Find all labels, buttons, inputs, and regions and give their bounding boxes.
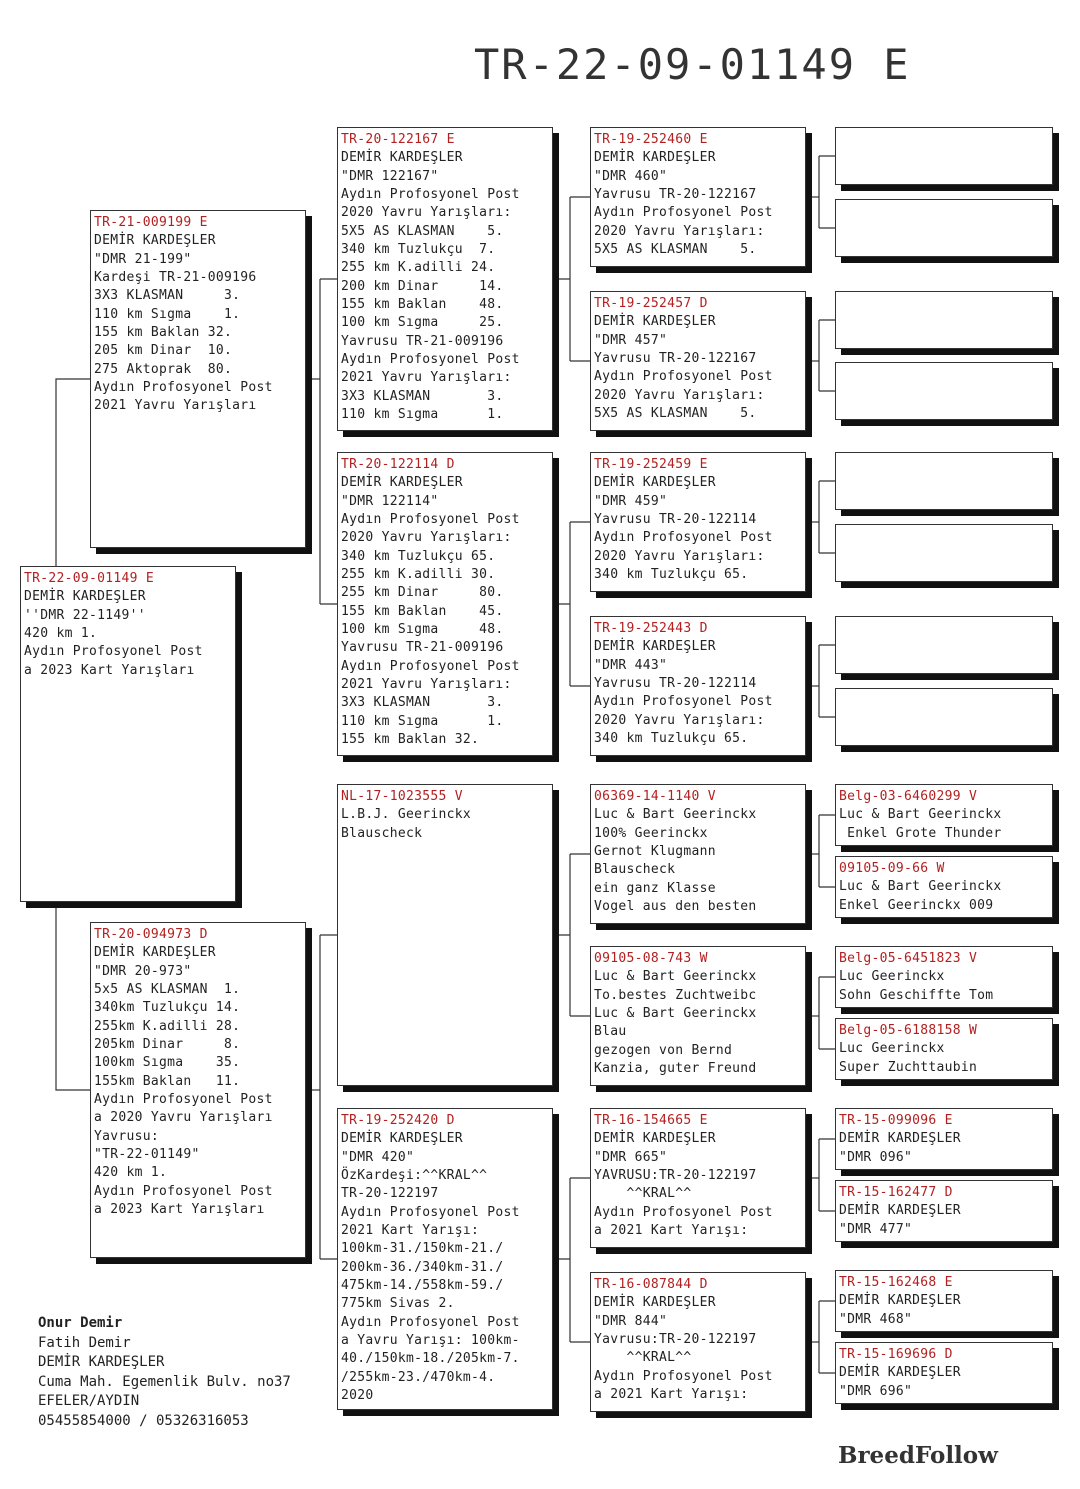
bird-info-line: 205km Dinar 8. xyxy=(94,1037,241,1053)
bird-info-line: Yavrusu:TR-20-122197 xyxy=(594,1332,757,1348)
bird-info-line: DEMİR KARDEŞLER xyxy=(839,1131,961,1147)
bird-info-line: Aydın Profosyonel Post xyxy=(341,1204,520,1220)
ring-number: TR-21-009199 E xyxy=(94,215,208,230)
pedigree-box-dds xyxy=(590,1108,806,1248)
bird-info-line: 40./150km-18./205km-7. xyxy=(341,1351,520,1367)
bird-info-line: Aydın Profosyonel Post xyxy=(341,352,520,368)
ring-number: NL-17-1023555 V xyxy=(341,789,463,804)
bird-info-line: Super Zuchttaubin xyxy=(839,1059,978,1075)
bird-info-line: ÖzKardeşi:^^KRAL^^ xyxy=(341,1168,488,1184)
bird-info-line: "DMR 443" xyxy=(594,657,668,673)
pedigree-box-g5-13 xyxy=(835,1108,1053,1170)
ring-number: TR-20-094973 D xyxy=(94,927,208,942)
pedigree-box-dsd xyxy=(590,946,806,1086)
connector-line xyxy=(570,197,590,361)
bird-info-line: 340 km Tuzlukçu 65. xyxy=(594,731,749,747)
bird-info-line: 3X3 KLASMAN 3. xyxy=(94,288,241,304)
bird-info-line: ein ganz Klasse xyxy=(594,880,716,896)
bird-info-line: a 2021 Kart Yarışı: xyxy=(594,1223,749,1239)
owner-info xyxy=(38,1314,291,1432)
ring-number: TR-15-169696 D xyxy=(839,1347,953,1362)
bird-info-line: /255km-23./470km-4. xyxy=(341,1369,496,1385)
bird-info-line: 2021 Kart Yarışı: xyxy=(341,1223,480,1239)
bird-info-line: 110 km Sıgma 1. xyxy=(94,306,241,322)
bird-info-line: Blauscheck xyxy=(594,862,676,878)
connector-line xyxy=(819,481,835,553)
bird-info-line: 200km-36./340km-31./ xyxy=(341,1259,504,1275)
pedigree-box-g5-4 xyxy=(835,362,1053,420)
connector-line xyxy=(320,279,337,604)
bird-info-line: Enkel Geerinckx 009 xyxy=(839,897,994,913)
bird-info-line: Aydın Profosyonel Post xyxy=(94,1092,273,1108)
pedigree-title: TR-22-09-01149 E xyxy=(474,40,911,89)
bird-info-line: "DMR 477" xyxy=(839,1221,913,1237)
pedigree-box-g5-9 xyxy=(835,784,1053,846)
owner-line: Onur Demir xyxy=(38,1315,123,1331)
pedigree-box-g5-5 xyxy=(835,452,1053,510)
bird-info-line: Yavrusu TR-20-122114 xyxy=(594,676,757,692)
ring-number: TR-19-252457 D xyxy=(594,296,708,311)
bird-info-line: 340 km Tuzlukçu 65. xyxy=(341,548,496,564)
pedigree-box-sdd xyxy=(590,616,806,756)
bird-info-line: DEMİR KARDEŞLER xyxy=(341,150,463,166)
bird-info-line: 2021 Yavru Yarışları xyxy=(94,398,257,414)
bird-info-line: Blau xyxy=(594,1024,627,1040)
ring-number: 09105-08-743 W xyxy=(594,951,708,966)
bird-info-line: DEMİR KARDEŞLER xyxy=(341,475,463,491)
pedigree-box-sss xyxy=(590,127,806,267)
bird-info-line: 340 km Tuzlukçu 65. xyxy=(594,567,749,583)
ring-number: 06369-14-1140 V xyxy=(594,789,716,804)
pedigree-box-g5-3 xyxy=(835,291,1053,349)
bird-info-line: Aydın Profosyonel Post xyxy=(594,1204,773,1220)
bird-info-line: 155 km Baklan 32. xyxy=(94,325,233,341)
bird-info-line: Aydın Profosyonel Post xyxy=(594,369,773,385)
pedigree-box-sd xyxy=(337,452,553,756)
ring-number: Belg-05-6451823 V xyxy=(839,951,978,966)
bird-info-line: 5X5 AS KLASMAN 5. xyxy=(594,242,757,258)
connector-line xyxy=(819,1139,835,1211)
connector-line xyxy=(819,815,835,887)
bird-info-line: "DMR 460" xyxy=(594,168,668,184)
connector-line xyxy=(819,156,835,228)
bird-info-line: 155 km Baklan 32. xyxy=(341,732,480,748)
bird-info-line: DEMİR KARDEŞLER xyxy=(839,1293,961,1309)
bird-info-line: Blauscheck xyxy=(341,825,423,841)
bird-info-line: a 2023 Kart Yarışları xyxy=(94,1202,265,1218)
pedigree-box-dss xyxy=(590,784,806,924)
bird-info-line: DEMİR KARDEŞLER xyxy=(594,314,716,330)
ring-number: TR-20-122167 E xyxy=(341,132,455,147)
bird-info-line: DEMİR KARDEŞLER xyxy=(341,1131,463,1147)
pedigree-box-dd xyxy=(337,1108,553,1410)
owner-line: DEMİR KARDEŞLER xyxy=(38,1354,165,1371)
bird-info-line: 110 km Sıgma 1. xyxy=(341,713,504,729)
connector-line xyxy=(56,379,90,566)
bird-info-line: 255 km Dinar 80. xyxy=(341,585,504,601)
ring-number: TR-15-162477 D xyxy=(839,1185,953,1200)
bird-info-line: 100% Geerinckx xyxy=(594,825,708,841)
pedigree-box-g5-8 xyxy=(835,688,1053,746)
pedigree-box-ssd xyxy=(590,291,806,431)
bird-info-line: 200 km Dinar 14. xyxy=(341,278,504,294)
bird-info-line: 420 km 1. xyxy=(24,626,98,642)
pedigree-box-ss xyxy=(337,127,553,431)
bird-info-line: Yavrusu TR-20-122114 xyxy=(594,512,757,528)
ring-number: TR-16-087844 D xyxy=(594,1277,708,1292)
ring-number: TR-19-252459 E xyxy=(594,457,708,472)
bird-info-line: "DMR 20-973" xyxy=(94,963,192,979)
pedigree-box-ds xyxy=(337,784,553,1086)
bird-info-line: 420 km 1. xyxy=(94,1165,168,1181)
bird-info-line: 3X3 KLASMAN 3. xyxy=(341,695,504,711)
ring-number: TR-19-252460 E xyxy=(594,132,708,147)
bird-info-line: Vogel aus den besten xyxy=(594,899,757,915)
bird-info-line: TR-20-122197 xyxy=(341,1186,439,1202)
bird-info-line: 5X5 AS KLASMAN 5. xyxy=(341,223,504,239)
bird-info-line: DEMİR KARDEŞLER xyxy=(594,639,716,655)
bird-info-line: "DMR 21-199" xyxy=(94,251,192,267)
connector-line xyxy=(819,1301,835,1373)
bird-info-line: Aydın Profosyonel Post xyxy=(94,380,273,396)
pedigree-box-g5-12 xyxy=(835,1018,1053,1080)
ring-number: TR-20-122114 D xyxy=(341,457,455,472)
ring-number: TR-16-154665 E xyxy=(594,1113,708,1128)
bird-info-line: Aydın Profosyonel Post xyxy=(594,205,773,221)
bird-info-line: Luc & Bart Geerinckx xyxy=(839,879,1002,895)
bird-info-line: "DMR 459" xyxy=(594,493,668,509)
bird-info-line: 3X3 KLASMAN 3. xyxy=(341,388,504,404)
ring-number: TR-22-09-01149 E xyxy=(24,571,155,586)
pedigree-box-g5-6 xyxy=(835,524,1053,582)
ring-number: 09105-09-66 W xyxy=(839,861,945,876)
bird-info-line: 340km Tuzlukçu 14. xyxy=(94,1000,241,1016)
bird-info-line: 205 km Dinar 10. xyxy=(94,343,233,359)
ring-number: TR-19-252443 D xyxy=(594,621,708,636)
bird-info-line: DEMİR KARDEŞLER xyxy=(594,1131,716,1147)
bird-info-line: Aydın Profosyonel Post xyxy=(341,187,520,203)
bird-info-line: ''DMR 22-1149'' xyxy=(24,607,146,623)
ring-number: Belg-05-6188158 W xyxy=(839,1023,978,1038)
brand-logo: BreedFollow xyxy=(838,1442,998,1469)
bird-info-line: Aydın Profosyonel Post xyxy=(94,1183,273,1199)
bird-info-line: Luc & Bart Geerinckx xyxy=(594,807,757,823)
bird-info-line: 775km Sivas 2. xyxy=(341,1296,455,1312)
bird-info-line: a Yavru Yarışı: 100km- xyxy=(341,1333,520,1349)
bird-info-line: a 2021 Kart Yarışı: xyxy=(594,1387,749,1403)
bird-info-line: Kanzia, guter Freund xyxy=(594,1061,757,1077)
owner-line: Cuma Mah. Egemenlik Bulv. no37 xyxy=(38,1373,291,1390)
pedigree-box-g5-1 xyxy=(835,127,1053,185)
connector-line xyxy=(320,935,337,1259)
bird-info-line: Luc & Bart Geerinckx xyxy=(594,969,757,985)
bird-info-line: Aydın Profosyonel Post xyxy=(594,1368,773,1384)
bird-info-line: Enkel Grote Thunder xyxy=(839,825,1002,841)
bird-info-line: Kardeşi TR-21-009196 xyxy=(94,270,257,286)
connector-line xyxy=(570,522,590,686)
connector-line xyxy=(819,977,835,1049)
bird-info-line: "DMR 122167" xyxy=(341,168,439,184)
bird-info-line: Yavrusu TR-20-122167 xyxy=(594,351,757,367)
bird-info-line: 155 km Baklan 45. xyxy=(341,603,504,619)
bird-info-line: Yavrusu TR-21-009196 xyxy=(341,333,504,349)
bird-info-line: a 2020 Yavru Yarışları xyxy=(94,1110,273,1126)
bird-info-line: 2020 Yavru Yarışları: xyxy=(594,387,765,403)
owner-line: EFELER/AYDIN xyxy=(38,1393,140,1410)
bird-info-line: To.bestes Zuchtweibc xyxy=(594,987,757,1003)
connector-line xyxy=(570,854,590,1016)
pedigree-box-g5-15 xyxy=(835,1270,1053,1332)
bird-info-line: Sohn Geschiffte Tom xyxy=(839,987,994,1003)
bird-info-line: 2020 Yavru Yarışları: xyxy=(594,548,765,564)
bird-info-line: Yavrusu TR-20-122167 xyxy=(594,187,757,203)
bird-info-line: 2021 Yavru Yarışları: xyxy=(341,370,512,386)
bird-info-line: DEMİR KARDEŞLER xyxy=(594,1295,716,1311)
bird-info-line: Aydın Profosyonel Post xyxy=(594,530,773,546)
bird-info-line: 155km Baklan 11. xyxy=(94,1073,241,1089)
bird-info-line: Luc & Bart Geerinckx xyxy=(839,807,1002,823)
bird-info-line: "DMR 122114" xyxy=(341,493,439,509)
bird-info-line: "DMR 457" xyxy=(594,332,668,348)
bird-info-line: 255 km K.adilli 24. xyxy=(341,260,496,276)
bird-info-line: ^^KRAL^^ xyxy=(594,1186,692,1202)
bird-info-line: DEMİR KARDEŞLER xyxy=(839,1365,961,1381)
bird-info-line: 275 Aktoprak 80. xyxy=(94,361,233,377)
bird-info-line: 100km Sıgma 35. xyxy=(94,1055,241,1071)
bird-info-line: Luc & Bart Geerinckx xyxy=(594,1006,757,1022)
pedigree-box-sire xyxy=(90,210,306,548)
bird-info-line: 340 km Tuzlukçu 7. xyxy=(341,242,496,258)
bird-info-line: DEMİR KARDEŞLER xyxy=(594,150,716,166)
owner-line: 05455854000 / 05326316053 xyxy=(38,1412,249,1429)
bird-info-line: 2020 Yavru Yarışları: xyxy=(594,223,765,239)
bird-info-line: DEMİR KARDEŞLER xyxy=(839,1203,961,1219)
pedigree-box-g5-7 xyxy=(835,616,1053,674)
pedigree-box-g5-10 xyxy=(835,856,1053,918)
ring-number: TR-15-099096 E xyxy=(839,1113,953,1128)
bird-info-line: DEMİR KARDEŞLER xyxy=(94,233,216,249)
bird-info-line: 2020 xyxy=(341,1388,374,1404)
pedigree-box-subject xyxy=(20,566,236,902)
bird-info-line: 100 km Sıgma 25. xyxy=(341,315,504,331)
bird-info-line: "DMR 696" xyxy=(839,1383,913,1399)
bird-info-line: 2020 Yavru Yarışları: xyxy=(594,712,765,728)
bird-info-line: Aydın Profosyonel Post xyxy=(341,512,520,528)
connector-line xyxy=(819,320,835,391)
bird-info-line: DEMİR KARDEŞLER xyxy=(24,589,146,605)
bird-info-line: DEMİR KARDEŞLER xyxy=(94,945,216,961)
bird-info-line: a 2023 Kart Yarışları xyxy=(24,662,195,678)
bird-info-line: 110 km Sıgma 1. xyxy=(341,407,504,423)
pedigree-box-ddd xyxy=(590,1272,806,1412)
bird-info-line: 5X5 AS KLASMAN 5. xyxy=(594,406,757,422)
ring-number: Belg-03-6460299 V xyxy=(839,789,978,804)
bird-info-line: DEMİR KARDEŞLER xyxy=(594,475,716,491)
pedigree-box-g5-2 xyxy=(835,199,1053,257)
bird-info-line: 5x5 AS KLASMAN 1. xyxy=(94,982,241,998)
bird-info-line: Aydın Profosyonel Post xyxy=(341,658,520,674)
bird-info-line: "DMR 420" xyxy=(341,1149,415,1165)
bird-info-line: 155 km Baklan 48. xyxy=(341,297,504,313)
bird-info-line: "DMR 665" xyxy=(594,1149,668,1165)
bird-info-line: 2021 Yavru Yarışları: xyxy=(341,677,512,693)
bird-info-line: "DMR 844" xyxy=(594,1313,668,1329)
pedigree-box-g5-16 xyxy=(835,1342,1053,1404)
bird-info-line: 100km-31./150km-21./ xyxy=(341,1241,504,1257)
bird-info-line: 100 km Sıgma 48. xyxy=(341,622,504,638)
bird-info-line: "TR-22-01149" xyxy=(94,1147,200,1163)
pedigree-box-g5-14 xyxy=(835,1180,1053,1242)
bird-info-line: Yavrusu TR-21-009196 xyxy=(341,640,504,656)
bird-info-line: L.B.J. Geerinckx xyxy=(341,807,472,823)
bird-info-line: Luc Geerinckx xyxy=(839,969,945,985)
bird-info-line: Gernot Klugmann xyxy=(594,844,716,860)
bird-info-line: "DMR 468" xyxy=(839,1311,913,1327)
pedigree-box-g5-11 xyxy=(835,946,1053,1008)
bird-info-line: Luc Geerinckx xyxy=(839,1041,945,1057)
bird-info-line: "DMR 096" xyxy=(839,1149,913,1165)
ring-number: TR-19-252420 D xyxy=(341,1113,455,1128)
bird-info-line: 2020 Yavru Yarışları: xyxy=(341,205,512,221)
bird-info-line: Aydın Profosyonel Post xyxy=(594,694,773,710)
bird-info-line: gezogen von Bernd xyxy=(594,1042,733,1058)
bird-info-line: 475km-14./558km-59./ xyxy=(341,1278,504,1294)
ring-number: TR-15-162468 E xyxy=(839,1275,953,1290)
pedigree-box-sds xyxy=(590,452,806,592)
bird-info-line: Aydın Profosyonel Post xyxy=(24,644,203,660)
bird-info-line: Yavrusu: xyxy=(94,1128,160,1144)
pedigree-box-dam xyxy=(90,922,306,1258)
connector-line xyxy=(570,1178,590,1342)
bird-info-line: Aydın Profosyonel Post xyxy=(341,1314,520,1330)
bird-info-line: 255km K.adilli 28. xyxy=(94,1018,241,1034)
bird-info-line: YAVRUSU:TR-20-122197 xyxy=(594,1168,757,1184)
connector-line xyxy=(819,645,835,717)
owner-line: Fatih Demir xyxy=(38,1334,131,1351)
bird-info-line: 2020 Yavru Yarışları: xyxy=(341,530,512,546)
bird-info-line: 255 km K.adilli 30. xyxy=(341,567,496,583)
connector-line xyxy=(56,902,90,1090)
bird-info-line: ^^KRAL^^ xyxy=(594,1350,692,1366)
